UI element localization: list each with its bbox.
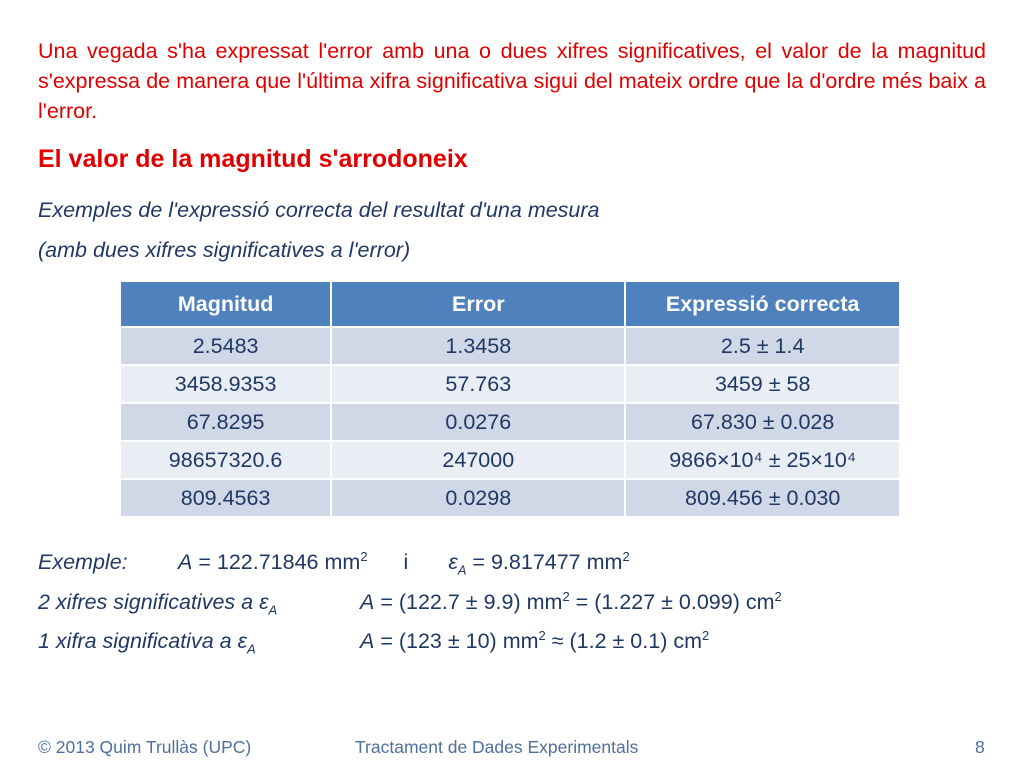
example-line: Exemple: A = 122.71846 $mm^2$ i $\varepsilon_A = 9.817477$ $mm^2$	[38, 548, 630, 578]
cell-expression: 2.5 ± 1.4	[625, 327, 899, 365]
one-figure-line: 1 xifra significativa a $\varepsilon_A$ A = (123 ± 10) $mm^2 \approx (1.2 \pm 0.1)$ $cm^2$	[38, 627, 710, 657]
one-figure-mm: (123 ± 10)	[398, 629, 497, 653]
footer-course: Tractament de Dades Experimentals	[355, 737, 639, 757]
cell-magnitude: 67.8295	[121, 403, 331, 441]
two-figures-label: 2 xifres significatives a	[38, 590, 254, 614]
two-figures-line: 2 xifres significatives a $\varepsilon_A$ A = (122.7 ± 9.9) $mm^2 = (1.227 \pm 0.099)$ $cm^2$	[38, 588, 782, 618]
table-row	[121, 441, 899, 479]
table-row	[121, 327, 899, 365]
area-value: 122.71846	[216, 550, 319, 574]
table-header-row	[121, 282, 899, 327]
epsilon-symbol: ε	[448, 550, 458, 574]
cell-magnitude: 98657320.6	[121, 441, 331, 479]
cell-magnitude: 3458.9353	[121, 365, 331, 403]
cell-expression: 809.456 ± 0.030	[625, 479, 899, 516]
section-heading: El valor de la magnitud s'arrodoneix	[38, 145, 468, 173]
footer-copyright: © 2013 Quim Trullàs (UPC)	[38, 737, 252, 757]
cell-expression: 9866×10⁴ ± 25×10⁴	[625, 441, 899, 479]
one-figure-label: 1 xifra significativa a	[38, 629, 232, 653]
cell-error: 1.3458	[331, 327, 625, 365]
one-figure-cm: (1.2 ± 0.1)	[569, 629, 668, 653]
header-magnitude: Magnitud	[121, 282, 331, 327]
conjunction: i	[403, 550, 409, 574]
cell-error: 247000	[331, 441, 625, 479]
two-figures-cm: (1.227 ± 0.099)	[594, 590, 740, 614]
results-table	[121, 282, 899, 516]
two-figures-mm: (122.7 ± 9.9)	[398, 590, 521, 614]
table-row	[121, 403, 899, 441]
table-row	[121, 365, 899, 403]
header-error: Error	[331, 282, 625, 327]
epsilon-value: 9.817477	[490, 550, 581, 574]
cell-error: 57.763	[331, 365, 625, 403]
example-label: Exemple:	[38, 550, 128, 574]
cell-expression: 3459 ± 58	[625, 365, 899, 403]
examples-title: Exemples de l'expressió correcta del resultat d'una mesura	[38, 198, 600, 222]
header-expression: Expressió correcta	[625, 282, 899, 327]
cell-magnitude: 809.4563	[121, 479, 331, 516]
intro-paragraph: Una vegada s'ha expressat l'error amb una o dues xifres significatives, el valor de la magnitud s'expressa de manera que l'última xifra significativa sigui del mateix ordre que la d'ordre més baix a l'error.	[38, 39, 986, 123]
cell-expression: 67.830 ± 0.028	[625, 403, 899, 441]
cell-error: 0.0298	[331, 479, 625, 516]
page-number: 8	[975, 737, 985, 757]
table-row	[121, 479, 899, 516]
examples-note: (amb dues xifres significatives a l'error)	[38, 238, 411, 262]
cell-error: 0.0276	[331, 403, 625, 441]
cell-magnitude: 2.5483	[121, 327, 331, 365]
